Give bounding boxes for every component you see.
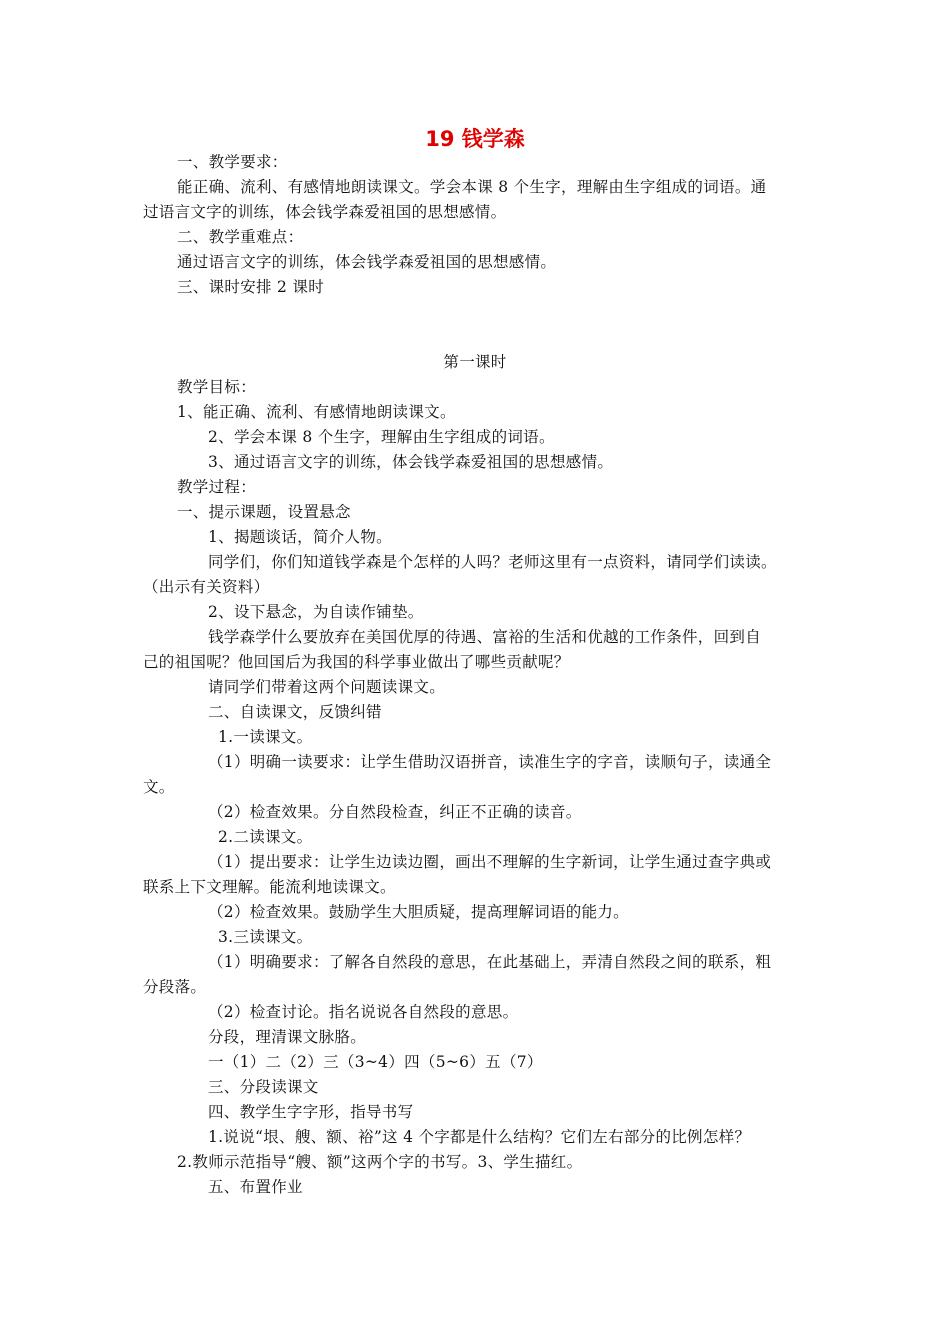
paragraph-line: 2.教师示范指导“艘、额”这两个字的书写。3、学生描红。 <box>177 1153 583 1171</box>
paragraph-line: 文。 <box>143 778 175 796</box>
list-item: 3.三读课文。 <box>218 928 313 946</box>
step-heading: 三、分段读课文 <box>208 1078 319 1096</box>
list-item: 3、通过语言文字的训练，体会钱学森爱祖国的思想感情。 <box>208 453 614 471</box>
paragraph-line: 己的祖国呢？他回国后为我国的科学事业做出了哪些贡献呢？ <box>143 653 570 671</box>
step-heading: 四、教学生字字形，指导书写 <box>208 1103 414 1121</box>
list-item: 1、能正确、流利、有感情地朗读课文。 <box>177 403 456 421</box>
paragraph-line: 钱学森学什么要放弃在美国优厚的待遇、富裕的生活和优越的工作条件，回到自 <box>208 628 762 646</box>
section-heading-process: 教学过程： <box>177 478 257 496</box>
paragraph-line: 分段，理清课文脉胳。 <box>208 1028 367 1046</box>
document-title: 19 钱学森 <box>425 127 525 151</box>
paragraph-line: （2）检查效果。分自然段检查，纠正不正确的读音。 <box>208 803 582 821</box>
list-item: 1、揭题谈话，简介人物。 <box>208 528 392 546</box>
paragraph-line: 同学们，你们知道钱学森是个怎样的人吗？老师这里有一点资料，请同学们读读。 <box>208 553 777 571</box>
paragraph-line: （2）检查效果。鼓励学生大胆质疑，提高理解词语的能力。 <box>208 903 629 921</box>
lesson-heading: 第一课时 <box>443 353 507 371</box>
paragraph-line: 分段落。 <box>143 978 207 996</box>
paragraph-line: （1）明确要求：了解各自然段的意思，在此基础上，弄清自然段之间的联系，粗 <box>208 953 772 971</box>
section-heading-schedule: 三、课时安排 2 课时 <box>177 278 325 296</box>
section-heading-key-points: 二、教学重难点： <box>177 228 304 246</box>
list-item: 1.一读课文。 <box>218 728 313 746</box>
paragraph-line: （1）提出要求：让学生边读边圈，画出不理解的生字新词，让学生通过查字典或 <box>208 853 772 871</box>
step-heading: 二、自读课文，反馈纠错 <box>208 703 382 721</box>
paragraph-line: 一（1）二（2）三（3~4）四（5~6）五（7） <box>208 1053 543 1071</box>
paragraph-line: 能正确、流利、有感情地朗读课文。学会本课 8 个生字，理解由生字组成的词语。通 <box>177 178 767 196</box>
step-heading: 五、布置作业 <box>208 1178 303 1196</box>
paragraph-line: （1）明确一读要求：让学生借助汉语拼音，读准生字的字音，读顺句子，读通全 <box>208 753 772 771</box>
paragraph-line: 联系上下文理解。能流利地读课文。 <box>143 878 396 896</box>
paragraph-line: 过语言文字的训练，体会钱学森爱祖国的思想感情。 <box>143 203 507 221</box>
list-item: 2、学会本课 8 个生字，理解由生字组成的词语。 <box>208 428 555 446</box>
list-item: 2.二读课文。 <box>218 828 313 846</box>
paragraph-line: （2）检查讨论。指名说说各自然段的意思。 <box>208 1003 519 1021</box>
paragraph-line: 1.说说“垠、艘、额、裕”这 4 个字都是什么结构？它们左右部分的比例怎样？ <box>208 1128 751 1146</box>
paragraph-line: 请同学们带着这两个问题读课文。 <box>208 678 446 696</box>
list-item: 2、设下悬念，为自读作铺垫。 <box>208 603 424 621</box>
section-heading-goals: 教学目标： <box>177 378 257 396</box>
paragraph-line: 通过语言文字的训练，体会钱学森爱祖国的思想感情。 <box>177 253 557 271</box>
paragraph-line: （出示有关资料） <box>143 578 270 596</box>
step-heading: 一、提示课题，设置悬念 <box>177 503 351 521</box>
section-heading-requirements: 一、教学要求： <box>177 153 288 171</box>
